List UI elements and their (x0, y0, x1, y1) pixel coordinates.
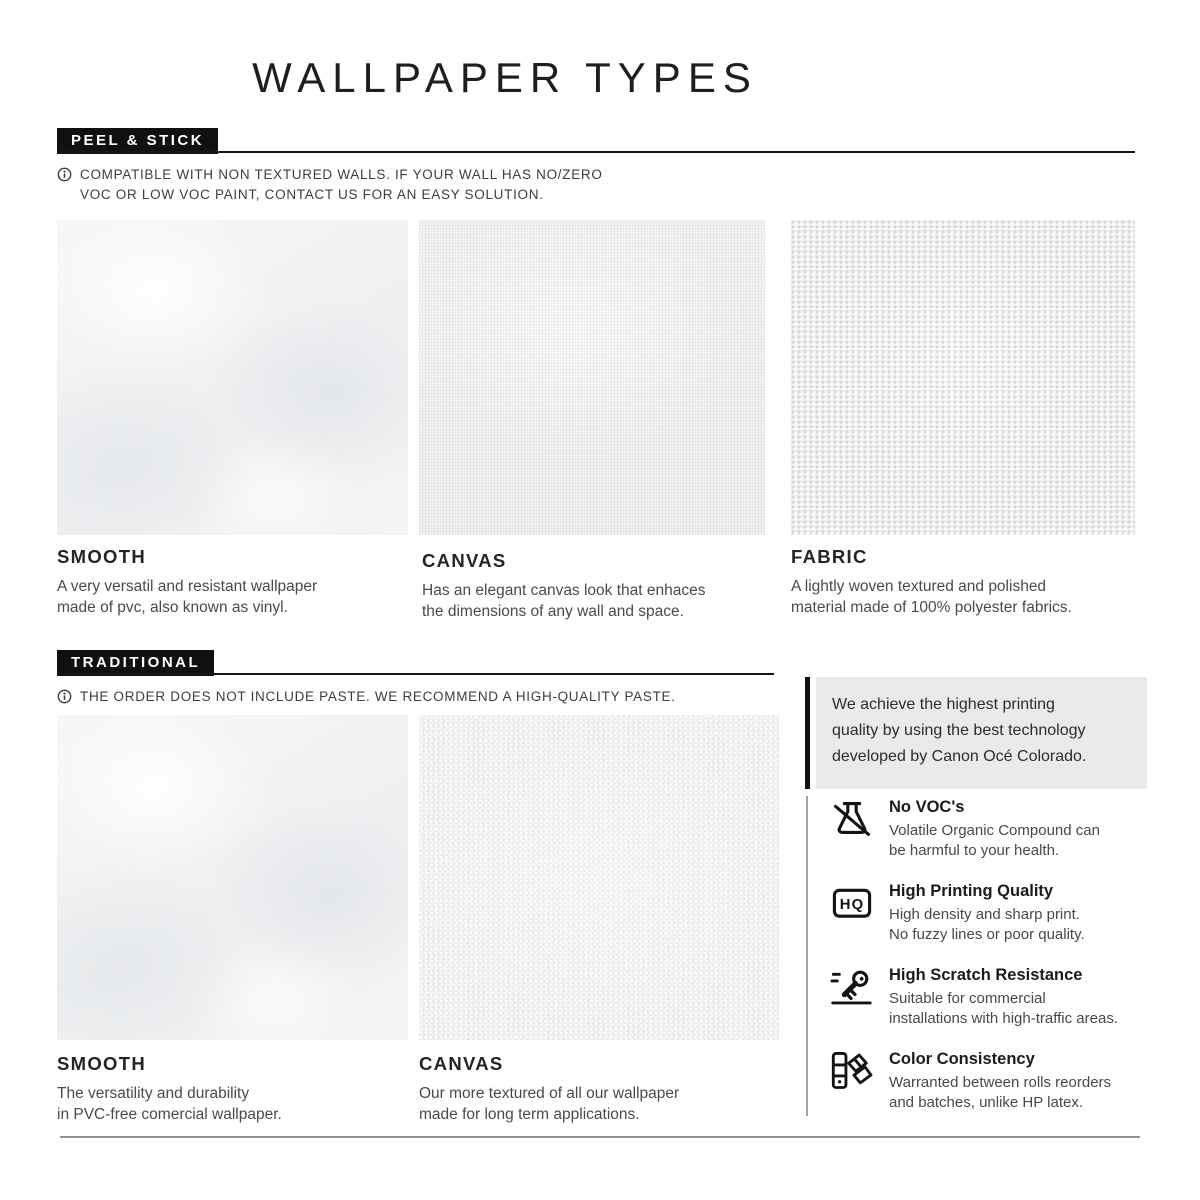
quote-accent-bar (805, 677, 810, 789)
page-title: WALLPAPER TYPES (252, 54, 758, 101)
feature-desc-line: Warranted between rolls reorders (889, 1074, 1112, 1091)
swatch-smooth-traditional (57, 715, 408, 1040)
note-line: VOC OR LOW VOC PAINT, CONTACT US FOR AN EASY SOLUTION. (80, 187, 544, 202)
quote-line: quality by using the best technology (832, 722, 1086, 739)
footer-divider (60, 1136, 1140, 1138)
feature-desc-line: and batches, unlike HP latex. (889, 1094, 1084, 1111)
info-icon (57, 689, 72, 704)
section-divider-traditional (57, 673, 774, 675)
swatch-title: SMOOTH (57, 1053, 146, 1074)
caption-fabric-peel-stick (791, 546, 1072, 618)
color-swatches-icon (830, 1049, 874, 1093)
feature-title: High Scratch Resistance (889, 966, 1083, 984)
swatch-desc-line: made for long term applications. (419, 1106, 640, 1123)
caption-smooth-traditional (57, 1053, 282, 1125)
hq-badge-icon (830, 881, 874, 925)
note-line: THE ORDER DOES NOT INCLUDE PASTE. WE RECOMMEND A HIGH-QUALITY PASTE. (80, 689, 676, 704)
feature-high-printing-quality (830, 881, 1160, 945)
info-icon (57, 167, 72, 182)
swatch-canvas-peel-stick (419, 220, 765, 535)
svg-text:HQ: HQ (839, 897, 865, 914)
swatch-desc-line: in PVC-free comercial wallpaper. (57, 1106, 282, 1123)
swatch-desc-line: A lightly woven textured and polished (791, 578, 1047, 595)
section-label-peel-stick: PEEL & STICK (57, 128, 218, 154)
swatch-desc-line: Has an elegant canvas look that enhaces (422, 582, 706, 599)
swatch-title: CANVAS (422, 550, 507, 571)
traditional-note (57, 687, 676, 707)
note-line: COMPATIBLE WITH NON TEXTURED WALLS. IF YOUR WALL HAS NO/ZERO (80, 167, 603, 182)
swatch-title: SMOOTH (57, 546, 146, 567)
caption-smooth-peel-stick (57, 546, 317, 618)
feature-list-divider (806, 796, 808, 1116)
swatch-desc-line: made of pvc, also known as vinyl. (57, 599, 288, 616)
no-voc-flask-icon (830, 797, 874, 841)
swatch-title: FABRIC (791, 546, 868, 567)
key-icon (830, 965, 874, 1009)
feature-color-consistency (830, 1049, 1160, 1113)
feature-no-voc (830, 797, 1160, 861)
swatch-canvas-traditional (419, 715, 779, 1040)
feature-title: Color Consistency (889, 1050, 1035, 1068)
caption-canvas-traditional (419, 1053, 679, 1125)
swatch-desc-line: Our more textured of all our wallpaper (419, 1085, 680, 1102)
section-label-traditional: TRADITIONAL (57, 650, 214, 676)
feature-desc-line: No fuzzy lines or poor quality. (889, 926, 1085, 943)
feature-desc-line: Suitable for commercial (889, 990, 1046, 1007)
swatch-fabric-peel-stick (791, 220, 1135, 535)
swatch-desc-line: The versatility and durability (57, 1085, 250, 1102)
swatch-desc-line: material made of 100% polyester fabrics. (791, 599, 1072, 616)
feature-desc-line: Volatile Organic Compound can (889, 822, 1100, 839)
feature-desc-line: be harmful to your health. (889, 842, 1060, 859)
printing-quality-quote (816, 677, 1147, 789)
swatch-title: CANVAS (419, 1053, 504, 1074)
quote-line: developed by Canon Océ Colorado. (832, 748, 1087, 765)
feature-high-scratch-resistance (830, 965, 1160, 1029)
feature-desc-line: installations with high-traffic areas. (889, 1010, 1118, 1027)
section-divider-peel-stick (57, 151, 1135, 153)
swatch-desc-line: the dimensions of any wall and space. (422, 603, 684, 620)
feature-title: High Printing Quality (889, 882, 1054, 900)
swatch-desc-line: A very versatil and resistant wallpaper (57, 578, 318, 595)
feature-desc-line: High density and sharp print. (889, 906, 1080, 923)
swatch-smooth-peel-stick (57, 220, 408, 535)
quote-line: We achieve the highest printing (832, 696, 1055, 713)
peel-stick-note (57, 165, 603, 205)
caption-canvas-peel-stick (422, 550, 706, 622)
feature-title: No VOC's (889, 798, 965, 816)
